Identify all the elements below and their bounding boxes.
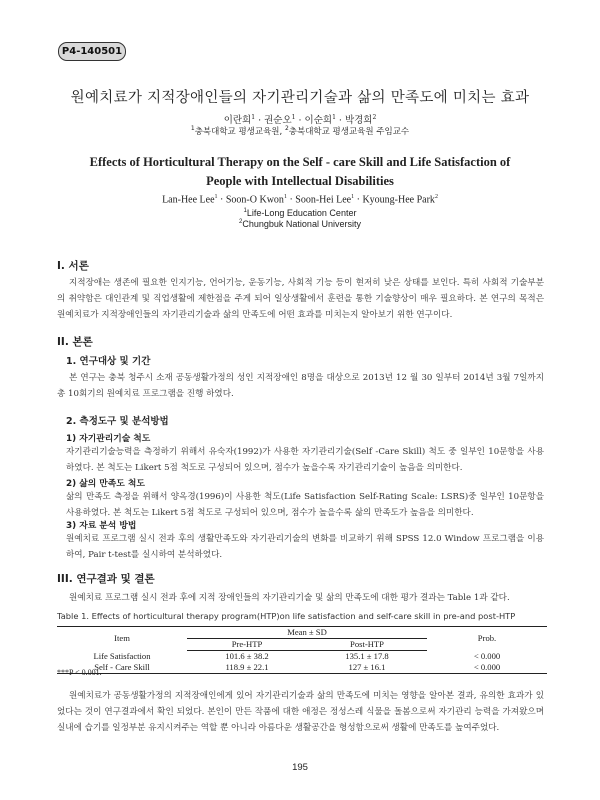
table-row: [57, 662, 547, 674]
intro-paragraph: 지적장애는 생존에 필요한 인지기능, 언어기능, 운동기능, 사회적 기능 등이 현저히 낮은 상태를 보인다. 특히 사회적 기술부분의 취약함은 대인관계 및 직업생활에 제한점을 주게 되어 일상생활에서 훈련을 통한 기술향상이 매우 필요하다. 본 연구의 목적은 원예치료가 지적장애인들의 자기관리기술과 삶의 만족도에 어떤 효과를 미치는지 알아보기 위한 연구이다.: [57, 278, 544, 320]
author: Kyoung-Hee Park: [362, 194, 435, 206]
row-pre: 118.9 ± 22.1: [187, 662, 307, 674]
abstract-code-badge: P4-140501: [58, 42, 126, 61]
col-header-post: Post-HTP: [307, 639, 427, 651]
col-header-item: Item: [57, 627, 187, 651]
page-number: 195: [292, 762, 308, 773]
table-caption: Table 1. Effects of horticultural therapy program(HTP)on life satisfaction and self-care skill in pre-and post-HTP: [57, 611, 516, 621]
table-footnote: ***P < 0.001.: [57, 668, 102, 677]
affiliation: 충북대학교 평생교육원: [194, 127, 280, 137]
row-prob: < 0.000: [473, 650, 501, 661]
selfcare-paragraph: 자기관리기술능력을 측정하기 위해서 유숙자(1992)가 사용한 자기관리기술(Self -Care Skill) 척도 중 일부인 10문항을 사용하였다. 본 척도는 Likert 5점 척도로 구성되어 있으며, 점수가 높을수록 자기관리기술이 높음을 의미한다.: [66, 447, 544, 473]
subsection-heading-subjects: 1. 연구대상 및 기간: [66, 356, 151, 367]
english-affiliation-2: $^2$Chungbuk National University: [239, 219, 361, 229]
section-heading-body: II. 본론: [57, 336, 93, 348]
row-prob: < 0.000: [427, 662, 547, 674]
subjects-paragraph: 본 연구는 충북 청주시 소재 공동생활가정의 성인 지적장애인 8명을 대상으로 2013년 12 월 30 일부터 2014년 3월 7일까지 총 10회기의 원예치료 프로그램을 진행 하였다.: [57, 373, 544, 399]
affiliation: Life-Long Education Center: [246, 208, 357, 218]
results-paragraph-1: 원예치료 프로그램 실시 전과 후에 지적 장애인들의 자기관리기술 및 삶의 만족도에 대한 평가 결과는 Table 1과 같다.: [69, 593, 510, 603]
row-item: Self - Care Skill: [57, 662, 187, 674]
korean-title: 원예치료가 지적장애인들의 자기관리기술과 삶의 만족도에 미치는 효과: [70, 90, 530, 106]
results-table: [57, 626, 547, 674]
item-heading-selfcare: 1) 자기관리기술 척도: [66, 434, 151, 444]
section-heading-intro: I. 서론: [57, 260, 89, 272]
analysis-paragraph: 원예치료 프로그램 실시 전과 후의 생활만족도와 자기관리기술의 변화를 비교하기 위해 SPSS 12.0 Window 프로그램을 이용하여, Pair t-test를 실시하여 분석하였다.: [66, 534, 544, 560]
english-title-line: Effects of Horticultural Therapy on the Self - care Skill and Life Satisfaction of: [89, 155, 511, 169]
author: 권순오: [264, 115, 292, 126]
author: 이란희: [223, 115, 252, 126]
section-heading-results: III. 연구결과 및 결론: [57, 573, 155, 585]
korean-affiliations: $^1$충북대학교 평생교육원, $^2$충북대학교 평생교육원 주임교수: [190, 125, 410, 137]
item-heading-life-satisfaction: 2) 삶의 만족도 척도: [66, 479, 145, 489]
english-title-line: People with Intellectual Disabilities: [206, 174, 394, 188]
col-header-prob: Prob.: [427, 627, 547, 651]
korean-authors: 이란희$^1$ · 권순오$^1$ · 이순희$^1$ · 박경희$^2$: [223, 113, 377, 126]
english-authors: Lan-Hee Lee$^1$ · Soon-O Kwon$^1$ · Soon-Hei Lee$^1$ · Kyoung-Hee Park$^2$: [162, 194, 438, 206]
table-row: [57, 651, 547, 663]
row-post: 135.1 ± 17.8: [345, 651, 389, 661]
author: 박경희: [344, 115, 373, 126]
row-item: Life Satisfaction: [93, 650, 151, 661]
english-affiliation-1: $^1$Life-Long Education Center: [243, 208, 357, 218]
row-pre: 101.6 ± 38.2: [225, 651, 269, 661]
author: 이순희: [304, 115, 333, 126]
author: Soon-O Kwon: [225, 194, 284, 206]
life-satisfaction-paragraph: 삶의 만족도 측정을 위해서 양옥경(1996)이 사용한 척도(Life Satisfaction Self-Rating Scale: LSRS)중 일부인 10문항을 사용하였다. 본 척도는 Likert 5점 척도로 구성되어 있으며, 점수가 높을수록 삶의 만족도가 높음을 의미한다.: [66, 492, 544, 518]
subsection-heading-measures: 2. 측정도구 및 분석방법: [66, 416, 169, 427]
col-header-pre: Pre-HTP: [187, 639, 307, 651]
row-post: 127 ± 16.1: [307, 662, 427, 674]
author: Soon-Hei Lee: [295, 194, 352, 206]
author: Lan-Hee Lee: [162, 194, 215, 206]
results-paragraph-2: 원예치료가 공동생활가정의 지적장애인에게 있어 자기관리기술과 삶의 만족도에 미치는 영향을 알아본 결과, 유의한 효과가 있었다는 것이 연구결과에서 확인 되었다. 본인이 만든 작품에 대한 애정은 정성스레 식물을 돌봄으로써 자기관리 능력을 가져왔으며 실내에 습기를 일정부분 유지시켜주는 역할 뿐 아니라 아름다운 생활공간을 형성함으로써 생활에 만족도를 높여주었다.: [57, 691, 544, 733]
english-title: [0, 153, 600, 191]
affiliation: 충북대학교 평생교육원 주임교수: [288, 127, 410, 137]
col-header-mean-sd: Mean ± SD: [187, 627, 427, 639]
item-heading-analysis: 3) 자료 분석 방법: [66, 521, 137, 531]
affiliation: Chungbuk National University: [242, 219, 361, 229]
